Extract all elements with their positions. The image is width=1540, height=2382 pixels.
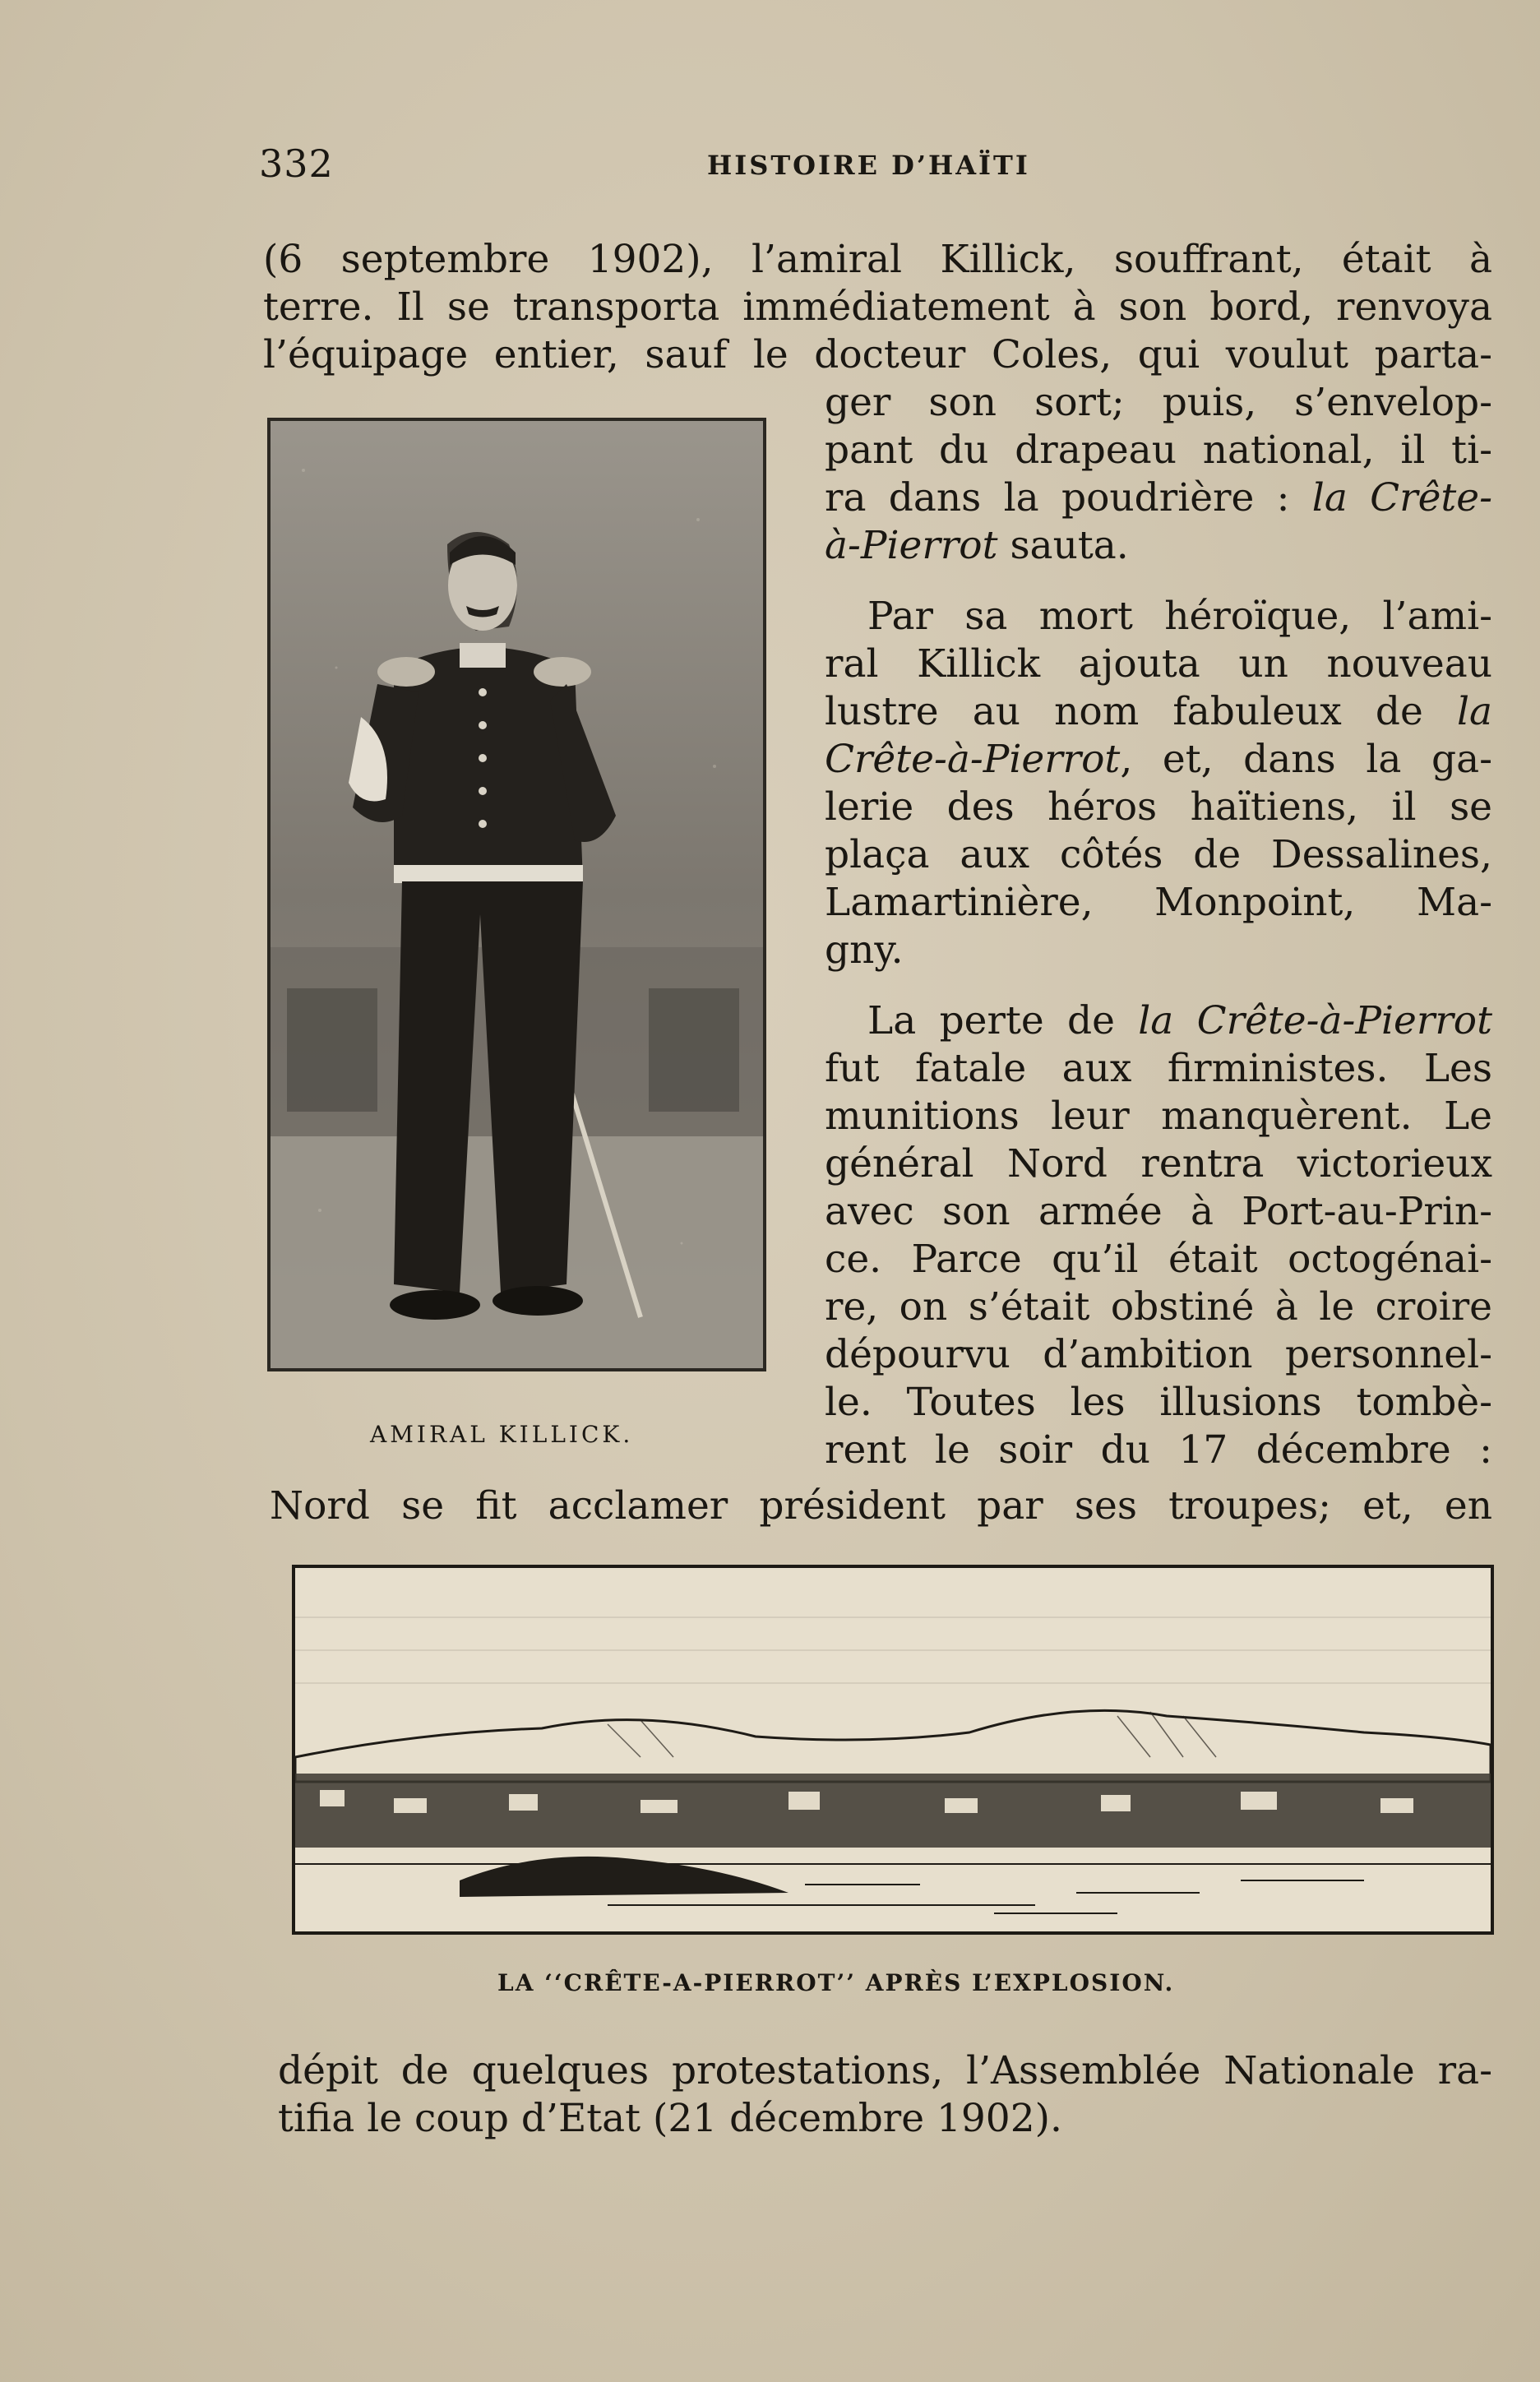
text-line: gny. <box>825 927 904 973</box>
text-segment: , et, dans la ga- <box>1120 737 1492 782</box>
text-line: Par sa mort héroïque, l’ami- <box>867 594 1492 639</box>
running-title: HISTOIRE D’HAÏTI <box>707 150 1030 181</box>
text-line: dépit de quelques protestations, l’Assemblée Nationale ra- <box>278 2048 1492 2093</box>
text-line: tifia le coup d’Etat (21 décembre 1902). <box>278 2096 1062 2141</box>
text-line: rent le soir du 17 décembre : <box>825 1427 1492 1473</box>
portrait-caption: AMIRAL KILLICK. <box>370 1421 634 1448</box>
text-line <box>825 522 1492 570</box>
text-line: ce. Parce qu’il était octogénai- <box>825 1237 1492 1282</box>
text-line: Nord se fit acclamer président par ses troupes; et, en <box>270 1483 1492 1529</box>
text-line: lerie des héros haïtiens, il se <box>825 784 1492 830</box>
text-line: Lamartinière, Monpoint, Ma- <box>825 880 1492 925</box>
text-segment: ra dans la poudrière : <box>825 475 1312 520</box>
text-line <box>825 688 1492 736</box>
italic-title: la Crête-à-Pierrot <box>1138 998 1492 1043</box>
text-line: ral Killick ajouta un nouveau <box>825 641 1492 687</box>
text-line: plaça aux côtés de Dessalines, <box>825 832 1492 877</box>
page-number: 332 <box>259 141 334 186</box>
text-line: (6 septembre 1902), l’amiral Killick, souffrant, était à <box>263 237 1492 282</box>
text-line: pant du drapeau national, il ti- <box>825 428 1492 473</box>
text-segment: La perte de <box>867 998 1139 1043</box>
italic-title: la Crête- <box>1311 475 1492 520</box>
italic-title: Crête-à-Pierrot <box>825 737 1121 782</box>
text-line: l’équipage entier, sauf le docteur Coles, qui voulut parta- <box>263 332 1492 377</box>
italic-title: la <box>1456 689 1492 734</box>
text-line: avec son armée à Port-au-Prin- <box>825 1189 1492 1234</box>
text-line: munitions leur manquèrent. Le <box>825 1094 1492 1139</box>
text-line: terre. Il se transporta immédiatement à son bord, renvoya <box>263 284 1492 330</box>
landscape-caption: LA ‘‘CRÊTE-A-PIERROT’’ APRÈS L’EXPLOSION. <box>497 1969 1175 1996</box>
text-line <box>825 736 1492 784</box>
engraving-crete-a-pierrot-after-explosion <box>292 1565 1494 1935</box>
text-segment: lustre au nom fabuleux de <box>825 689 1457 734</box>
text-segment: sauta. <box>997 523 1129 568</box>
text-line: re, on s’était obstiné à le croire <box>825 1284 1492 1330</box>
portrait-photo-admiral-killick <box>267 418 766 1371</box>
text-line: général Nord rentra victorieux <box>825 1141 1492 1186</box>
text-line <box>825 474 1492 522</box>
text-line <box>867 997 1492 1045</box>
text-line: le. Toutes les illusions tombè- <box>825 1380 1492 1425</box>
italic-title: à-Pierrot <box>825 523 998 568</box>
text-line: ger son sort; puis, s’envelop- <box>825 380 1492 425</box>
text-line: dépourvu d’ambition personnel- <box>825 1332 1492 1377</box>
text-line: fut fatale aux firministes. Les <box>825 1046 1492 1091</box>
